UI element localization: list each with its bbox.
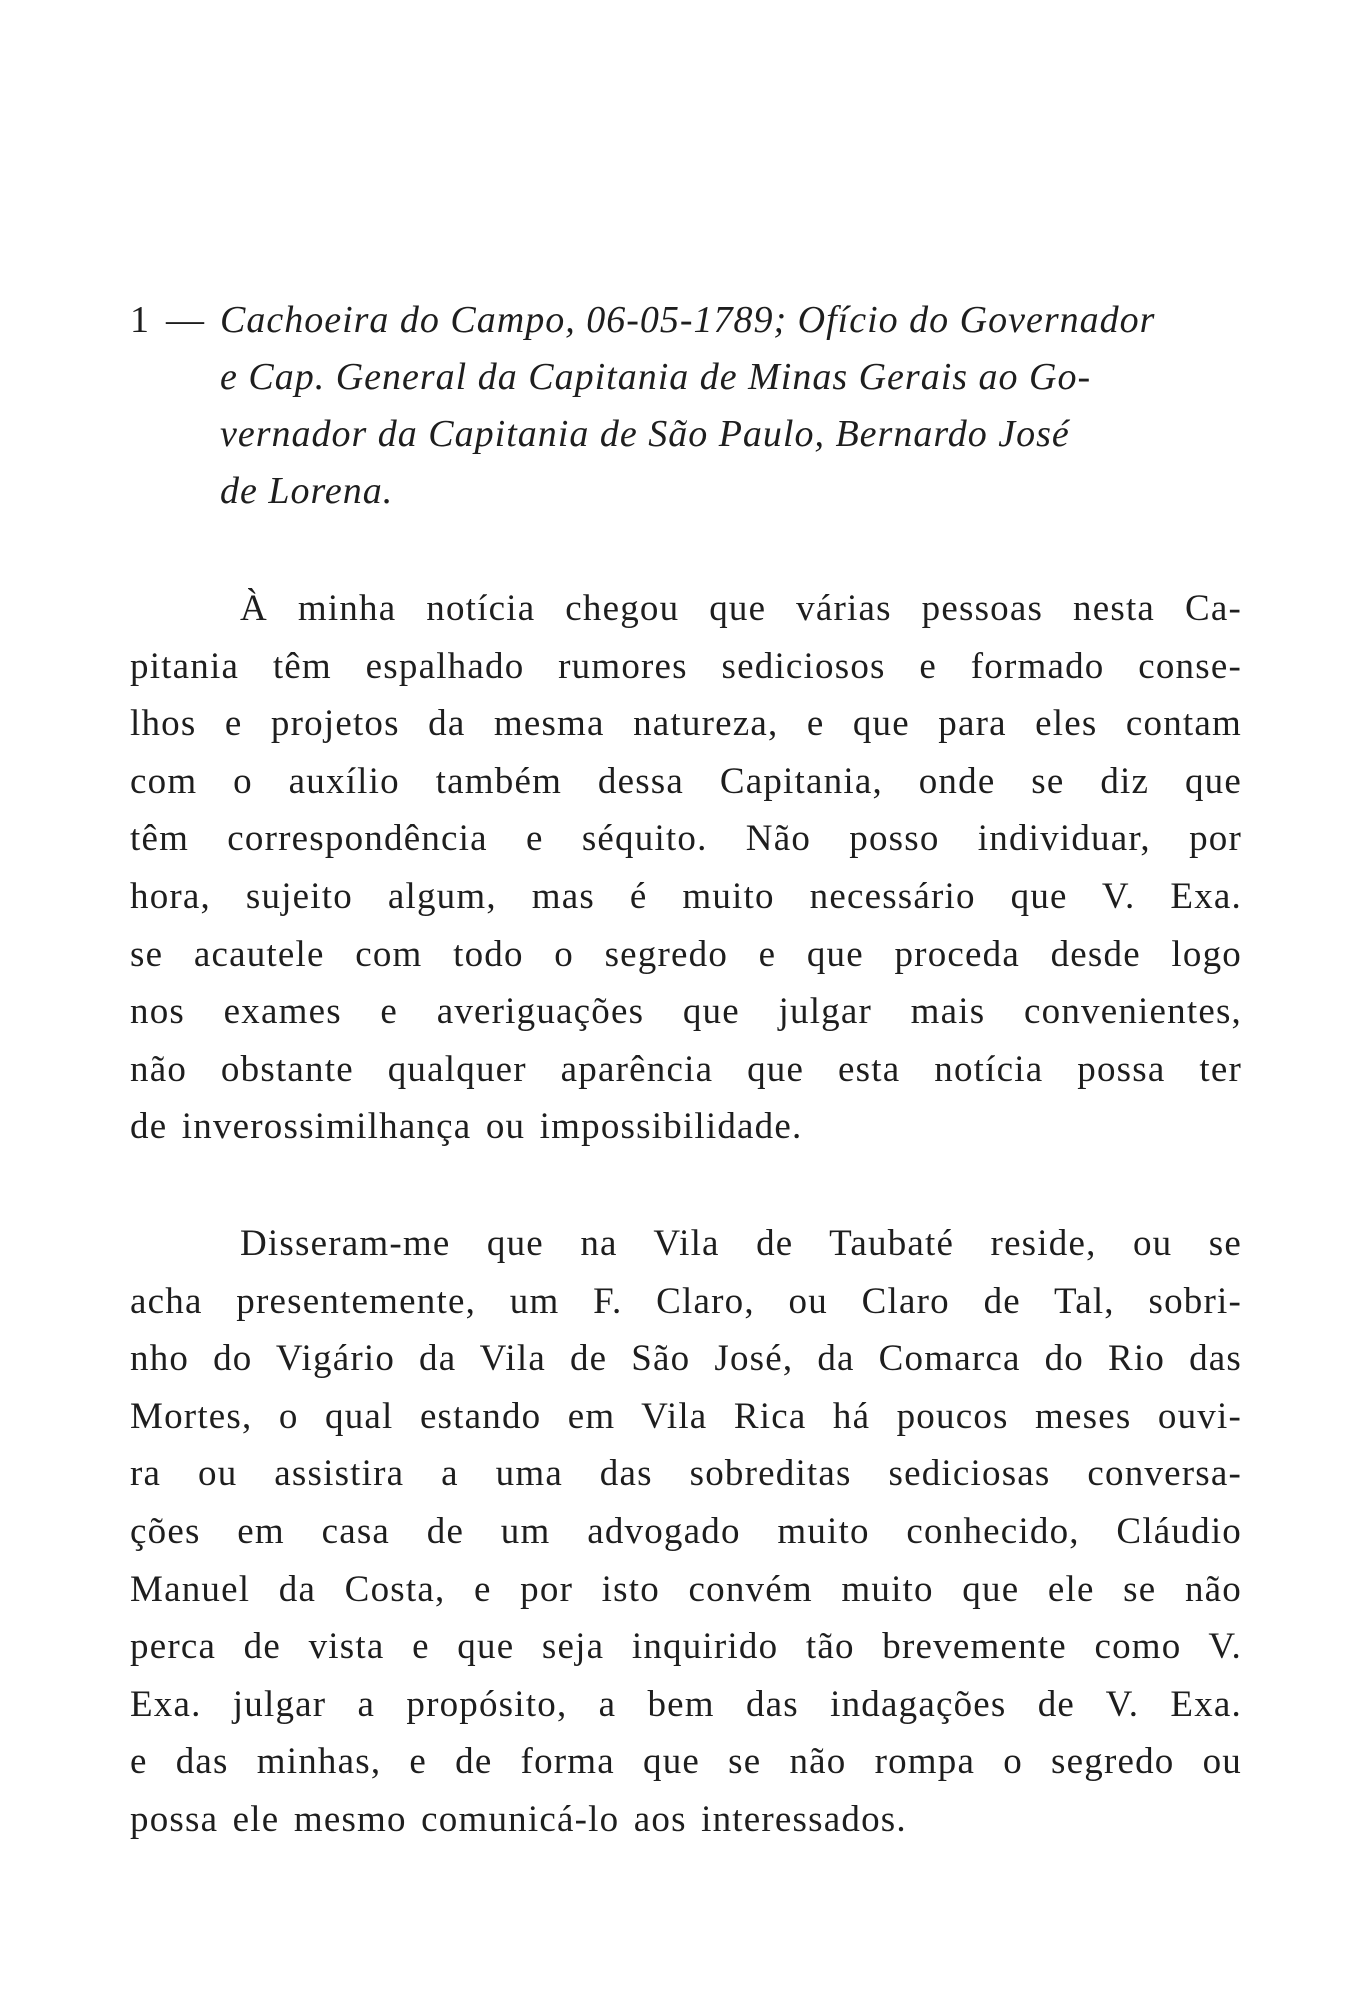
body-paragraph — [130, 580, 1242, 1156]
document-number: 1 — [130, 299, 149, 341]
paragraph-line: acha presentemente, um F. Claro, ou Claro de Tal, sobri- — [130, 1280, 1242, 1322]
paragraph-line: hora, sujeito algum, mas é muito necessário que V. Exa. — [130, 875, 1242, 917]
heading-line: vernador da Capitania de São Paulo, Bernardo José — [220, 413, 1070, 455]
paragraph-line: perca de vista e que seja inquirido tão brevemente como V. — [130, 1626, 1242, 1668]
body-paragraph — [130, 1215, 1242, 1849]
paragraph-line: nho do Vigário da Vila de São José, da Comarca do Rio das — [130, 1338, 1242, 1380]
paragraph-line: lhos e projetos da mesma natureza, e que para eles contam — [130, 703, 1242, 745]
paragraph-line: possa ele mesmo comunicá-lo aos interessados. — [130, 1798, 907, 1840]
paragraph-line: de inverossimilhança ou impossibilidade. — [130, 1106, 803, 1148]
paragraph-line: Exa. julgar a propósito, a bem das indagações de V. Exa. — [130, 1683, 1242, 1725]
heading-dash: — — [166, 299, 204, 341]
heading-line: de Lorena. — [220, 470, 394, 512]
paragraph-line: e das minhas, e de forma que se não rompa o segredo ou — [130, 1741, 1242, 1783]
paragraph-line: ra ou assistira a uma das sobreditas sediciosas conversa- — [130, 1453, 1242, 1495]
paragraph-line: Manuel da Costa, e por isto convém muito que ele se não — [130, 1568, 1242, 1610]
paragraph-line: nos exames e averiguações que julgar mais convenientes, — [130, 991, 1242, 1033]
paragraph-line: À minha notícia chegou que várias pessoas nesta Ca- — [240, 588, 1242, 629]
paragraph-line: Mortes, o qual estando em Vila Rica há poucos meses ouvi- — [130, 1395, 1242, 1437]
paragraph-line: não obstante qualquer aparência que esta notícia possa ter — [130, 1048, 1242, 1090]
paragraph-line: têm correspondência e séquito. Não posso individuar, por — [130, 818, 1242, 860]
paragraph-line: ções em casa de um advogado muito conhecido, Cláudio — [130, 1510, 1242, 1552]
paragraph-line: com o auxílio também dessa Capitania, onde se diz que — [130, 760, 1242, 802]
paragraph-line: se acautele com todo o segredo e que proceda desde logo — [130, 933, 1242, 975]
paragraph-line: pitania têm espalhado rumores sediciosos e formado conse- — [130, 645, 1242, 687]
heading-line: e Cap. General da Capitania de Minas Gerais ao Go- — [220, 356, 1092, 398]
paragraph-line: Disseram-me que na Vila de Taubaté reside, ou se — [240, 1223, 1242, 1264]
heading-line: Cachoeira do Campo, 06-05-1789; Ofício do Governador — [220, 299, 1156, 341]
